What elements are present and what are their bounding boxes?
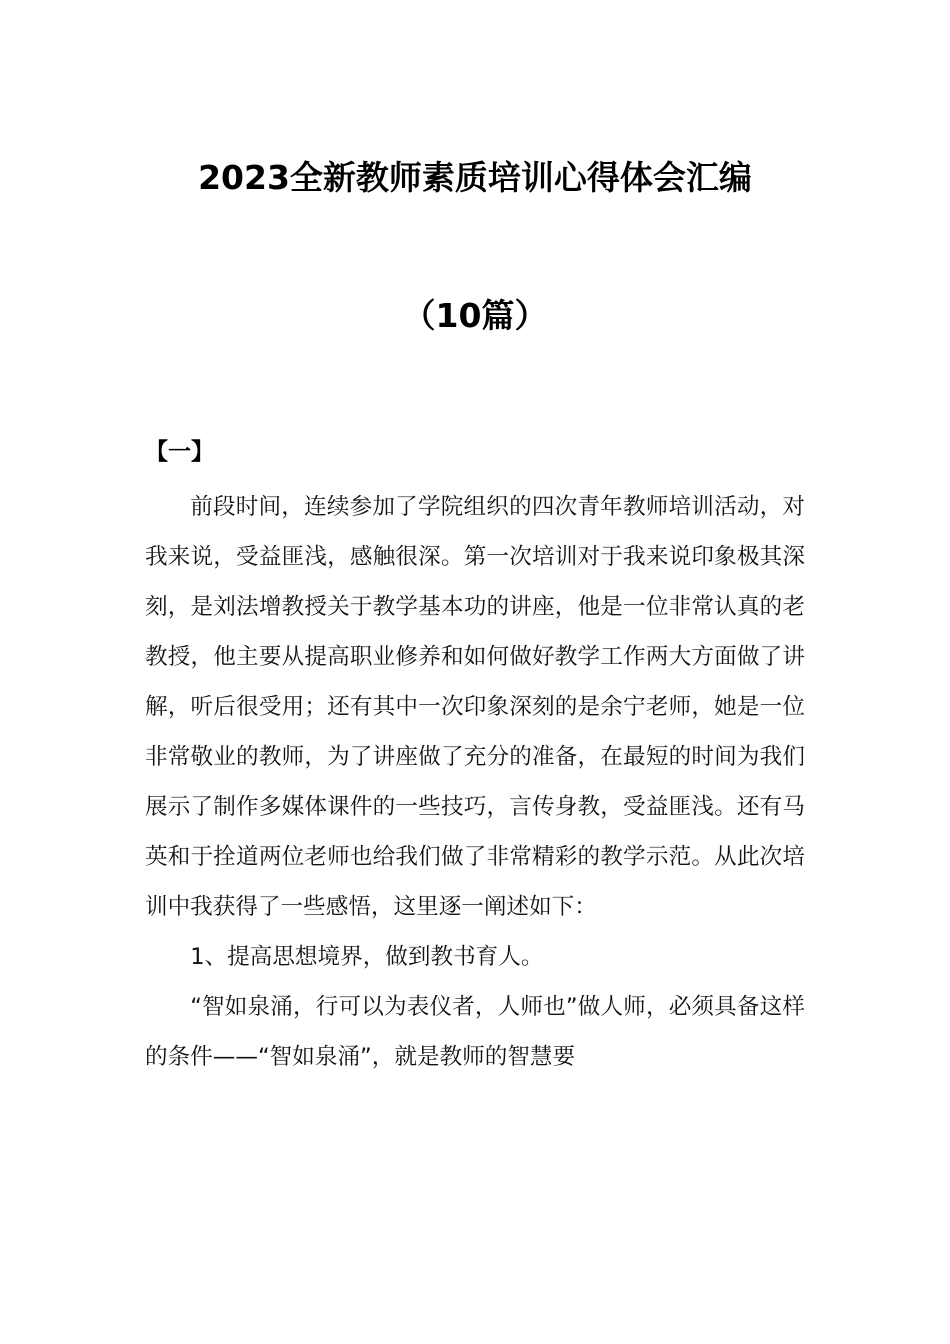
section-marker: 【一】 (145, 439, 214, 465)
paragraph-subhead: 1、提高思想境界，做到教书育人。 (190, 944, 544, 970)
document-subtitle: （10篇） (402, 296, 548, 335)
body-text (145, 482, 805, 1082)
paragraph: 前段时间，连续参加了学院组织的四次青年教师培训活动，对我来说，受益匪浅，感触很深。第一次培训对于我来说印象极其深刻，是刘法增教授关于教学基本功的讲座，他是一位非常认真的老教授，他主要从提高职业修养和如何做好教学工作两大方面做了讲解，听后很受用；还有其中一次印象深刻的是余宁老师，她是一位非常敬业的教师，为了讲座做了充分的准备，在最短的时间为我们展示了制作多媒体课件的一些技巧，言传身教，受益匪浅。还有马英和于拴道两位老师也给我们做了非常精彩的教学示范。从此次培训中我获得了一些感悟，这里逐一阐述如下： (145, 494, 805, 920)
document-title: 2023全新教师素质培训心得体会汇编 (198, 158, 752, 197)
paragraph: “智如泉涌，行可以为表仪者，人师也”做人师，必须具备这样的条件——“智如泉涌”，就是教师的智慧要 (145, 994, 805, 1070)
